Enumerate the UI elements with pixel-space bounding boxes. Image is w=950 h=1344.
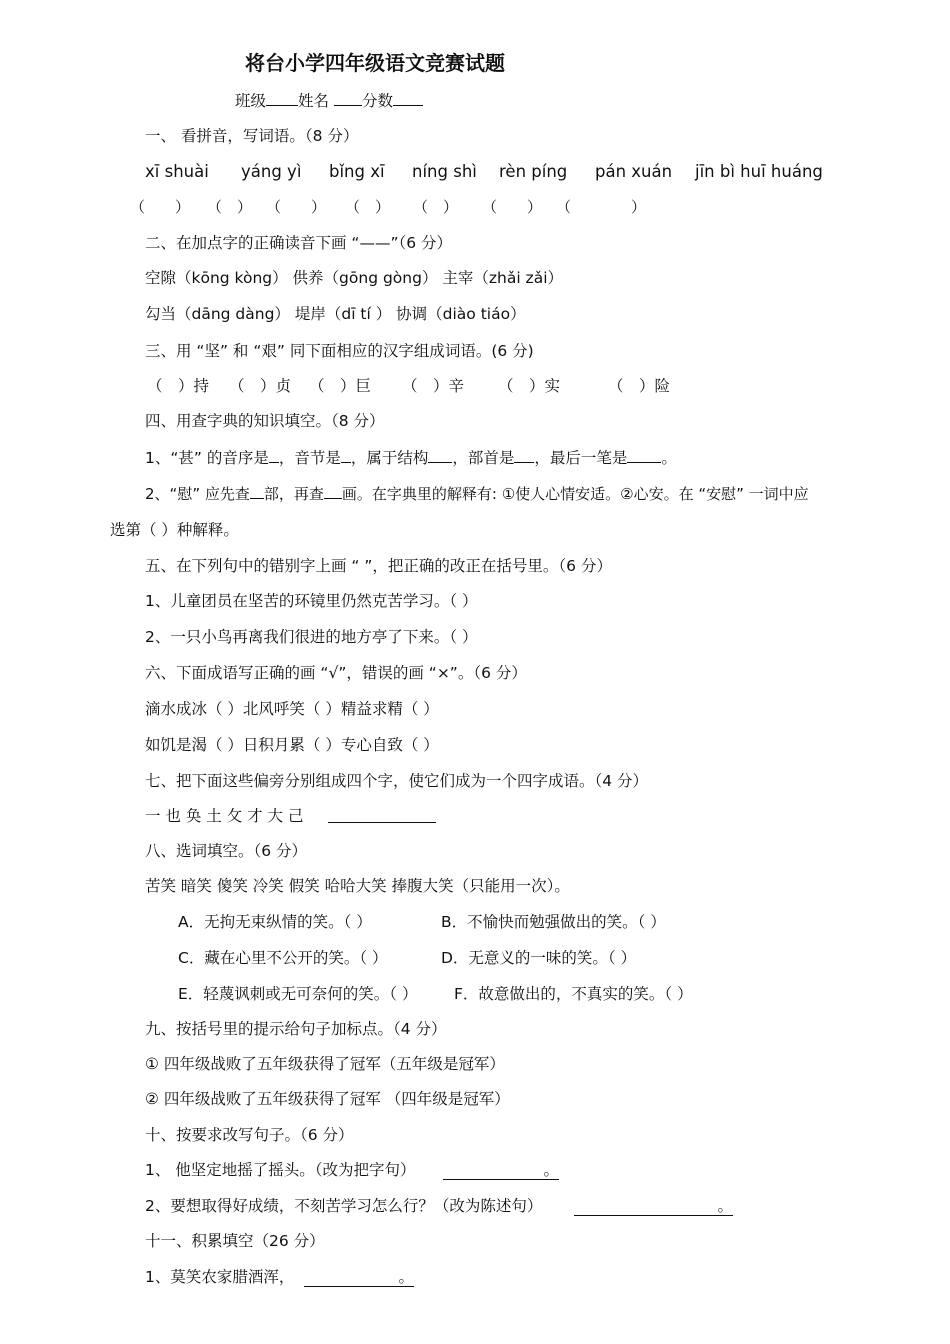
q1-heading: 一、 看拼音，写词语。（8 分） — [145, 127, 359, 145]
q8-word-list: 苦笑 暗笑 傻笑 冷笑 假笑 哈哈大笑 捧腹大笑（只能用一次）。 — [145, 877, 570, 895]
answer-bracket-5[interactable]: （ ） — [413, 198, 459, 216]
q4-blank-3[interactable] — [428, 447, 452, 463]
q10-s2-text: 2、要想取得好成绩，不刻苦学习怎么行？（改为陈述句） — [145, 1197, 543, 1215]
q6-row-1: 滴水成冰（ ）北风呼笑（ ）精益求精（ ） — [145, 700, 439, 718]
q4-l1-text-a: 1、“甚” 的音序是 — [145, 449, 269, 467]
name-label: 姓名 — [298, 92, 330, 110]
q8-option-e: E．轻蔑讽刺或无可奈何的笑。（ ） — [178, 985, 418, 1003]
q11-s1-text: 1、莫笑农家腊酒浑， — [145, 1268, 295, 1286]
student-info-line — [235, 90, 423, 111]
q4-l2-text-c: 画。在字典里的解释有: ①使人心情安适。②心安。在 “安慰” 一词中应 — [341, 485, 809, 503]
score-label: 分数 — [361, 92, 393, 110]
q8-heading: 八、选词填空。（6 分） — [145, 842, 308, 860]
q11-heading: 十一、积累填空（26 分） — [145, 1232, 325, 1250]
q4-blank-5[interactable] — [627, 447, 661, 463]
pinyin-4: níng shì — [412, 162, 477, 181]
q4-blank-2[interactable] — [341, 447, 351, 463]
q3-item-4[interactable]: （ ）辛 — [402, 377, 465, 395]
score-blank[interactable] — [393, 90, 423, 106]
q3-item-2[interactable]: （ ）贞 — [229, 377, 292, 395]
q8-option-b: B．不愉快而勉强做出的笑。（ ） — [441, 913, 666, 931]
q8-option-d: D．无意义的一味的笑。（ ） — [441, 949, 637, 967]
answer-bracket-7[interactable]: （ ） — [556, 198, 647, 216]
q5-sentence-2: 2、一只小鸟再离我们很进的地方亭了下来。（ ） — [145, 628, 478, 646]
q11-period-1: 。 — [398, 1268, 414, 1286]
q4-blank-7[interactable] — [324, 483, 342, 499]
pinyin-7: jīn bì huī huáng — [695, 162, 823, 181]
answer-bracket-2[interactable]: （ ） — [207, 198, 253, 216]
q4-blank-6[interactable] — [250, 483, 264, 499]
answer-bracket-3[interactable]: （ ） — [266, 198, 327, 216]
q3-item-3[interactable]: （ ）巨 — [309, 377, 372, 395]
answer-bracket-4[interactable]: （ ） — [345, 198, 391, 216]
q10-answer-blank-1[interactable] — [443, 1160, 559, 1180]
q10-period-1: 。 — [543, 1161, 559, 1179]
q10-answer-blank-2[interactable] — [574, 1196, 733, 1216]
q4-line-3: 选第（ ）种解释。 — [110, 521, 239, 539]
q10-sentence-1 — [145, 1160, 416, 1180]
q11-answer-blank-1[interactable] — [304, 1267, 414, 1287]
q2-line-1: 空隙（kōng kòng） 供养（gōng gòng） 主宰（zhǎi zǎi） — [145, 269, 564, 287]
q4-l1-text-d: ，部首是 — [452, 449, 515, 467]
pinyin-3: bǐng xī — [329, 162, 385, 181]
q6-heading: 六、下面成语写正确的画 “√”，错误的画 “×”。（6 分） — [145, 664, 527, 682]
q7-answer-blank[interactable] — [328, 822, 436, 823]
q9-sentence-2: ② 四年级战败了五年级获得了冠军 （四年级是冠军） — [145, 1090, 510, 1108]
q10-period-2: 。 — [717, 1197, 733, 1215]
q8-option-c: C．藏在心里不公开的笑。（ ） — [178, 949, 388, 967]
name-blank[interactable] — [334, 90, 362, 106]
q3-item-6[interactable]: （ ）险 — [608, 377, 671, 395]
q10-s1-text: 1、 他坚定地摇了摇头。（改为把字句） — [145, 1161, 416, 1179]
q7-heading: 七、把下面这些偏旁分别组成四个字，使它们成为一个四字成语。（4 分） — [145, 772, 649, 790]
q4-heading: 四、用查字典的知识填空。（8 分） — [145, 412, 385, 430]
q9-sentence-1: ① 四年级战败了五年级获得了冠军（五年级是冠军） — [145, 1055, 505, 1073]
pinyin-6: pán xuán — [595, 162, 673, 181]
q10-sentence-2 — [145, 1196, 542, 1216]
q7-radicals-line — [145, 806, 304, 826]
answer-bracket-1[interactable]: （ ） — [130, 198, 191, 216]
q4-line-1 — [145, 447, 677, 468]
q4-blank-1[interactable] — [269, 447, 279, 463]
q11-line-1 — [145, 1267, 294, 1287]
q3-item-1[interactable]: （ ）持 — [147, 377, 210, 395]
class-blank[interactable] — [266, 90, 298, 106]
q4-l1-text-f: 。 — [661, 449, 677, 467]
q10-heading: 十、按要求改写句子。（6 分） — [145, 1126, 354, 1144]
q4-l2-text-b: 部，再查 — [263, 485, 324, 503]
q2-line-2: 勾当（dāng dàng） 堤岸（dī tí ） 协调（diào tiáo） — [145, 305, 526, 323]
pinyin-2: yáng yì — [241, 162, 302, 181]
pinyin-1: xī shuài — [145, 162, 209, 181]
q6-row-2: 如饥是渴（ ）日积月累（ ）专心自致（ ） — [145, 736, 439, 754]
q8-option-a: A．无拘无束纵情的笑。（ ） — [178, 913, 372, 931]
q3-heading: 三、用 “坚” 和 “艰” 同下面相应的汉字组成词语。(6 分) — [145, 342, 534, 360]
q5-heading: 五、在下列句中的错别字上画 “ ”，把正确的改正在括号里。（6 分） — [145, 557, 612, 575]
q2-heading: 二、在加点字的正确读音下画 “——”（6 分） — [145, 234, 453, 252]
q8-option-f: F．故意做出的，不真实的笑。（ ） — [454, 985, 693, 1003]
page-title: 将台小学四年级语文竞赛试题 — [245, 51, 505, 75]
q7-radicals: 一 也 奂 土 攵 才 大 己 — [145, 807, 304, 825]
q4-l1-text-c: ，属于结构 — [350, 449, 429, 467]
q4-blank-4[interactable] — [514, 447, 534, 463]
q4-l1-text-b: ，音节是 — [278, 449, 341, 467]
q4-l2-text-a: 2、“慰” 应先查 — [145, 485, 250, 503]
q4-line-2 — [145, 483, 809, 504]
q4-l1-text-e: ，最后一笔是 — [534, 449, 628, 467]
q5-sentence-1: 1、儿童团员在坚苦的环镜里仍然克苦学习。（ ） — [145, 592, 478, 610]
pinyin-5: rèn píng — [499, 162, 568, 181]
q9-heading: 九、按括号里的提示给句子加标点。（4 分） — [145, 1020, 447, 1038]
class-label: 班级 — [235, 92, 267, 110]
answer-bracket-6[interactable]: （ ） — [482, 198, 543, 216]
q3-item-5[interactable]: （ ）实 — [498, 377, 561, 395]
